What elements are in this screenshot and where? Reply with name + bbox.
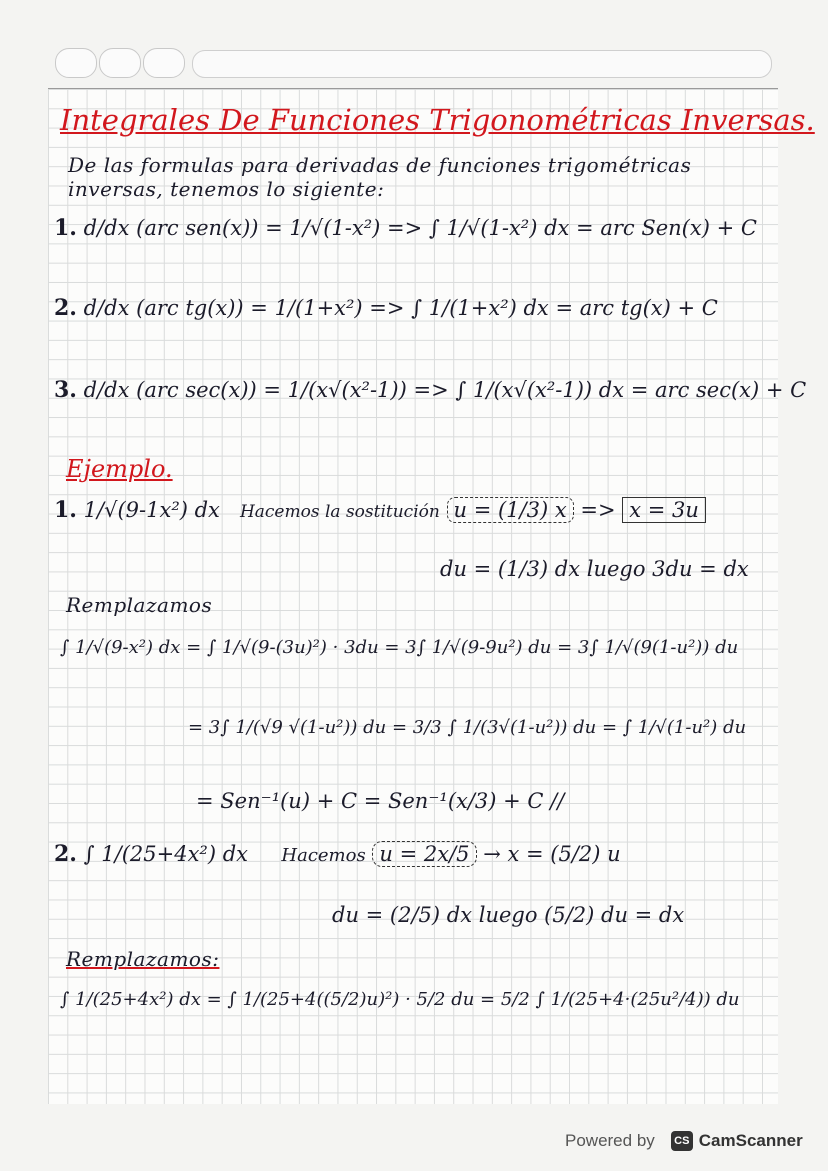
example-1-step-1: ∫ 1/√(9-x²) dx = ∫ 1/√(9-(3u)²) · 3du = 3∫ 1/√(9-9u²) du = 3∫ 1/√(9(1-u²)) du <box>60 637 739 658</box>
example-2-du: du = (2/5) dx luego (5/2) du = dx <box>332 903 685 927</box>
intro-line-1: De las formulas para derivadas de funciones trigométricas <box>68 153 692 177</box>
formula-3: 3. d/dx (arc sec(x)) = 1/(x√(x²-1)) => ∫ 1/(x√(x²-1)) dx = arc sec(x) + C <box>54 377 807 403</box>
example-2-replace-label: Remplazamos: <box>66 947 220 971</box>
example-1-replace-label: Remplazamos <box>66 593 213 617</box>
notebook-page <box>48 88 815 1104</box>
substitution-box: u = 2x/5 <box>372 841 476 867</box>
binding-slot <box>192 50 772 78</box>
result-box: x = 3u <box>622 497 706 523</box>
camscanner-watermark <box>565 1128 803 1154</box>
page-title: Integrales De Funciones Trigonométricas Inversas. <box>60 103 815 137</box>
camscanner-brand: CamScanner <box>698 1131 803 1150</box>
formula-2: 2. d/dx (arc tg(x)) = 1/(1+x²) => ∫ 1/(1+x²) dx = arc tg(x) + C <box>54 295 718 321</box>
binding-ring <box>143 48 185 78</box>
example-1-statement: 1. 1/√(9-1x²) dx Hacemos la sostitución u = (1/3) x => x = 3u <box>54 497 706 523</box>
substitution-box: u = (1/3) x <box>447 497 574 523</box>
example-1-step-2: = 3∫ 1/(√9 √(1-u²)) du = 3/3 ∫ 1/(3√(1-u²)) du = ∫ 1/√(1-u²) du <box>188 717 747 738</box>
example-2-statement: 2. ∫ 1/(25+4x²) dx Hacemos u = 2x/5 → x = (5/2) u <box>54 841 621 867</box>
example-1-step-3: = Sen⁻¹(u) + C = Sen⁻¹(x/3) + C // <box>196 789 565 813</box>
powered-by-text: Powered by <box>565 1131 655 1150</box>
example-2-step-1: ∫ 1/(25+4x²) dx = ∫ 1/(25+4((5/2)u)²) · 5/2 du = 5/2 ∫ 1/(25+4·(25u²/4)) du <box>60 989 740 1010</box>
binding-ring <box>99 48 141 78</box>
binding-ring <box>55 48 97 78</box>
notebook-binding <box>0 0 828 95</box>
camscanner-logo-icon: CS <box>671 1131 693 1151</box>
intro-line-2: inversas, tenemos lo sigiente: <box>68 177 385 201</box>
example-heading: Ejemplo. <box>66 455 173 483</box>
formula-1: 1. d/dx (arc sen(x)) = 1/√(1-x²) => ∫ 1/√(1-x²) dx = arc Sen(x) + C <box>54 215 757 241</box>
example-1-du: du = (1/3) dx luego 3du = dx <box>440 557 749 581</box>
